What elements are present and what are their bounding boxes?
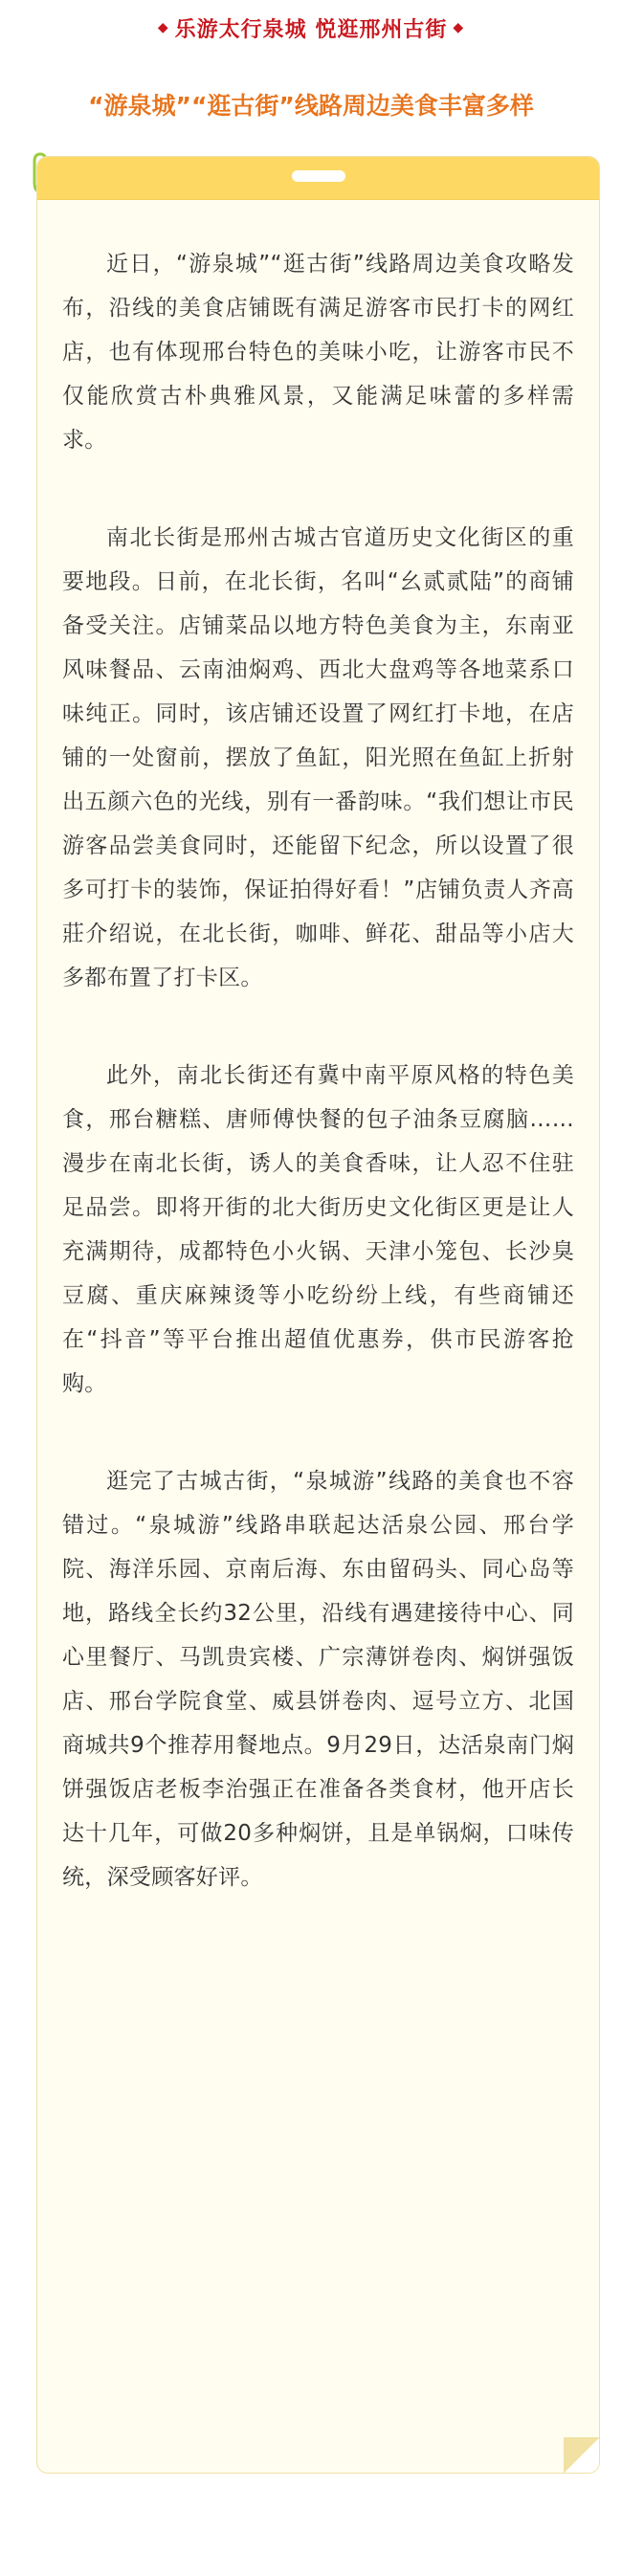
diamond-icon: ◆ <box>453 20 465 35</box>
section-header <box>0 0 622 56</box>
article-card-wrapper <box>36 156 600 2474</box>
card-top-bar <box>37 157 599 200</box>
paragraph: 逛完了古城古街，“泉城游”线路的美食也不容错过。“泉城游”线路串联起达活泉公园、邢台学院、海洋乐园、京南后海、东由留码头、同心岛等地，路线全长约32公里，沿线有遇建接待中心、同心里餐厅、马凯贵宾楼、广宗薄饼卷肉、焖饼强饭店、邢台学院食堂、威县饼卷肉、逗号立方、北国商城共9个推荐用餐地点。9月29日，达活泉南门焖饼强饭店老板李治强正在准备各类食材，他开店长达十几年，可做20多种焖饼，且是单锅焖，口味传统，深受顾客好评。 <box>62 1469 574 1890</box>
page-fold-corner <box>564 2437 600 2474</box>
diamond-icon: ◆ <box>157 20 169 35</box>
card-handle <box>292 170 345 182</box>
article-card <box>36 156 600 2474</box>
article-title: “游泉城”“逛古街”线路周边美食丰富多样 <box>88 92 534 120</box>
paragraph: 近日，“游泉城”“逛古街”线路周边美食攻略发布，沿线的美食店铺既有满足游客市民打卡的网红店，也有体现邢台特色的美味小吃，让游客市民不仅能欣赏古朴典雅风景，又能满足味蕾的多样需求。 <box>62 252 574 453</box>
paragraph: 此外，南北长街还有冀中南平原风格的特色美食，邢台糖糕、唐师傅快餐的包子油条豆腐脑……漫步在南北长街，诱人的美食香味，让人忍不住驻足品尝。即将开街的北大街历史文化街区更是让人充满期待，成都特色小火锅、天津小笼包、长沙臭豆腐、重庆麻辣烫等小吃纷纷上线，有些商铺还在“抖音”等平台推出超值优惠券，供市民游客抢购。 <box>62 1063 574 1396</box>
article-body <box>37 200 599 1899</box>
section-header-text: 乐游太行泉城 悦逛邢州古街 <box>174 17 448 42</box>
paragraph: 南北长街是邢州古城古官道历史文化街区的重要地段。日前，在北长街，名叫“幺贰贰陆”的商铺备受关注。店铺菜品以地方特色美食为主，东南亚风味餐品、云南油焖鸡、西北大盘鸡等各地菜系口味纯正。同时，该店铺还设置了网红打卡地，在店铺的一处窗前，摆放了鱼缸，阳光照在鱼缸上折射出五颜六色的光线，别有一番韵味。“我们想让市民游客品尝美食同时，还能留下纪念，所以设置了很多可打卡的装饰，保证拍得好看！”店铺负责人齐高莊介绍说，在北长街，咖啡、鲜花、甜品等小店大多都布置了打卡区。 <box>62 525 574 990</box>
